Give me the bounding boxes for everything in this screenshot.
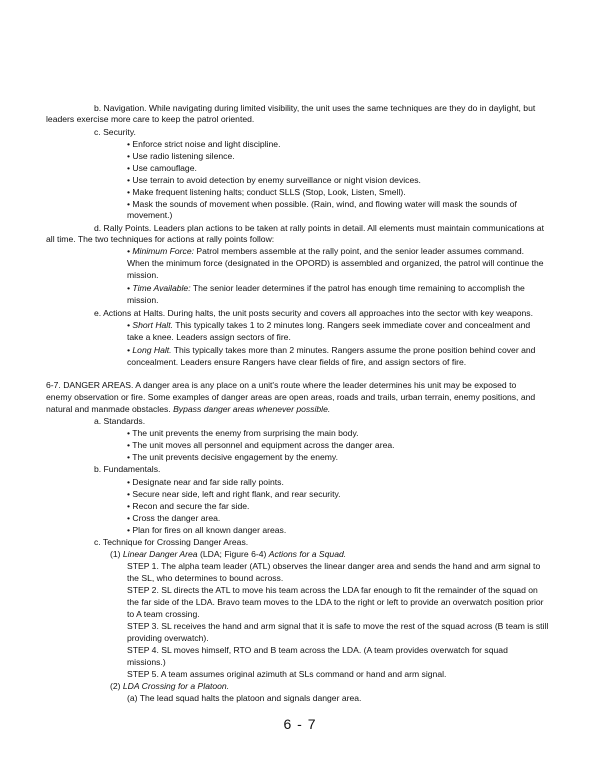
short-halt-text: This typically takes 1 to 2 minutes long. Rangers seek immediate cover and concealment and [173, 320, 531, 330]
danger-areas-para-line2: enemy observation or fire. Some examples of danger areas are open areas, roads and trails, urban terrain, enemy positions, and [46, 392, 536, 402]
long-halt-line1 [127, 345, 535, 356]
technique-heading: c. Technique for Crossing Danger Areas. [94, 537, 249, 547]
rally-points-para-line2: all time. The two techniques for actions at rally points follow: [46, 234, 275, 244]
fundamentals-item: • Designate near and far side rally points. [127, 477, 284, 487]
navigation-para-line1: b. Navigation. While navigating during limited visibility, the unit uses the same techniques are they do in daylight, but [94, 103, 536, 113]
step-line: STEP 3. SL receives the hand and arm signal that it is safe to move the rest of the squad across (B team is still [127, 621, 549, 631]
standards-item: • The unit prevents the enemy from surprising the main body. [127, 428, 359, 438]
security-item: • Use camouflage. [127, 163, 197, 173]
step-line: STEP 2. SL directs the ATL to move his team across the LDA far enough to fit the remainder of the squad on [127, 585, 538, 595]
minimum-force-text: Patrol members assemble at the rally point, and the senior leader assumes command. [194, 246, 525, 256]
security-item: • Use terrain to avoid detection by enemy surveillance or night vision devices. [127, 175, 421, 185]
long-halt-line2: concealment. Leaders ensure Rangers have clear fields of fire, and assign sectors of fire. [127, 357, 467, 367]
danger-areas-emphasis: Bypass danger areas whenever possible. [170, 404, 331, 414]
security-item: • Mask the sounds of movement when possible. (Rain, wind, and flowing water will mask the sounds of [127, 199, 517, 209]
step-line: the far side of the LDA. Bravo team moves to the LDA to the right or left to provide an overwatch position prior [127, 597, 544, 607]
halts-para-line1: e. Actions at Halts. During halts, the unit posts security and covers all approaches into the sector with key weapons. [94, 308, 533, 318]
lda-platoon-num: (2) [110, 681, 123, 691]
fundamentals-item: • Recon and secure the far side. [127, 501, 250, 511]
short-halt-line1 [127, 320, 530, 331]
time-available-line2: mission. [127, 295, 159, 305]
danger-areas-text: natural and manmade obstacles. [46, 404, 171, 414]
step-line: STEP 4. SL moves himself, RTO and B team across the LDA. (A team provides overwatch for squad [127, 645, 508, 655]
step-line: missions.) [127, 657, 166, 667]
long-halt-text: This typically takes more than 2 minutes. Rangers assume the prone position behind cover and [171, 345, 536, 355]
step-line: STEP 5. A team assumes original azimuth at SLs command or hand and arm signal. [127, 669, 447, 679]
navigation-para-line2: leaders exercise more care to keep the patrol oriented. [46, 114, 255, 124]
step-line: STEP 1. The alpha team leader (ATL) observes the linear danger area and sends the hand and arm signal to [127, 561, 541, 571]
lda-num: (1) [110, 549, 123, 559]
step-line: providing overwatch). [127, 633, 209, 643]
fundamentals-item: • Secure near side, left and right flank, and rear security. [127, 489, 341, 499]
time-available-label: • Time Available: [127, 283, 191, 293]
lda-platoon-heading [110, 681, 229, 692]
short-halt-line2: take a knee. Leaders assign sectors of fire. [127, 332, 291, 342]
lda-subtitle: Actions for a Squad. [268, 549, 347, 559]
danger-areas-para-line1: 6-7. DANGER AREAS. A danger area is any place on a unit's route where the leader determines his unit may be exposed to [46, 380, 517, 390]
lda-ref: (LDA; Figure 6-4) [197, 549, 269, 559]
lda-platoon-item-a: (a) The lead squad halts the platoon and signals danger area. [127, 693, 362, 703]
lda-squad-heading [110, 549, 346, 560]
short-halt-label: • Short Halt. [127, 320, 173, 330]
minimum-force-line3: mission. [127, 270, 159, 280]
fundamentals-item: • Cross the danger area. [127, 513, 221, 523]
minimum-force-label: • Minimum Force: [127, 246, 194, 256]
fundamentals-heading: b. Fundamentals. [94, 464, 161, 474]
time-available-text: The senior leader determines if the patrol has enough time remaining to accomplish the [190, 283, 525, 293]
security-item: • Use radio listening silence. [127, 151, 235, 161]
rally-points-para-line1: d. Rally Points. Leaders plan actions to be taken at rally points in detail. All elements must maintain communications at [94, 223, 544, 233]
step-line: to A team crossing. [127, 609, 200, 619]
standards-item: • The unit prevents decisive engagement by the enemy. [127, 452, 338, 462]
time-available-line1 [127, 283, 525, 294]
danger-areas-para-line3 [46, 404, 330, 415]
security-item: • Make frequent listening halts; conduct SLLS (Stop, Look, Listen, Smell). [127, 187, 406, 197]
standards-heading: a. Standards. [94, 416, 146, 426]
long-halt-label: • Long Halt. [127, 345, 172, 355]
minimum-force-line1 [127, 246, 524, 257]
minimum-force-line2: When the minimum force (designated in the OPORD) is assembled and organized, the patrol will continue the [127, 258, 544, 268]
security-item-cont: movement.) [127, 210, 173, 220]
lda-title: Linear Danger Area [122, 549, 198, 559]
standards-item: • The unit moves all personnel and equipment across the danger area. [127, 440, 395, 450]
page-number: 6 - 7 [283, 716, 317, 732]
security-item: • Enforce strict noise and light discipline. [127, 139, 281, 149]
security-heading: c. Security. [94, 127, 136, 137]
step-line: the SL, who determines to bound across. [127, 573, 284, 583]
lda-platoon-title: LDA Crossing for a Platoon. [122, 681, 230, 691]
fundamentals-item: • Plan for fires on all known danger areas. [127, 525, 287, 535]
